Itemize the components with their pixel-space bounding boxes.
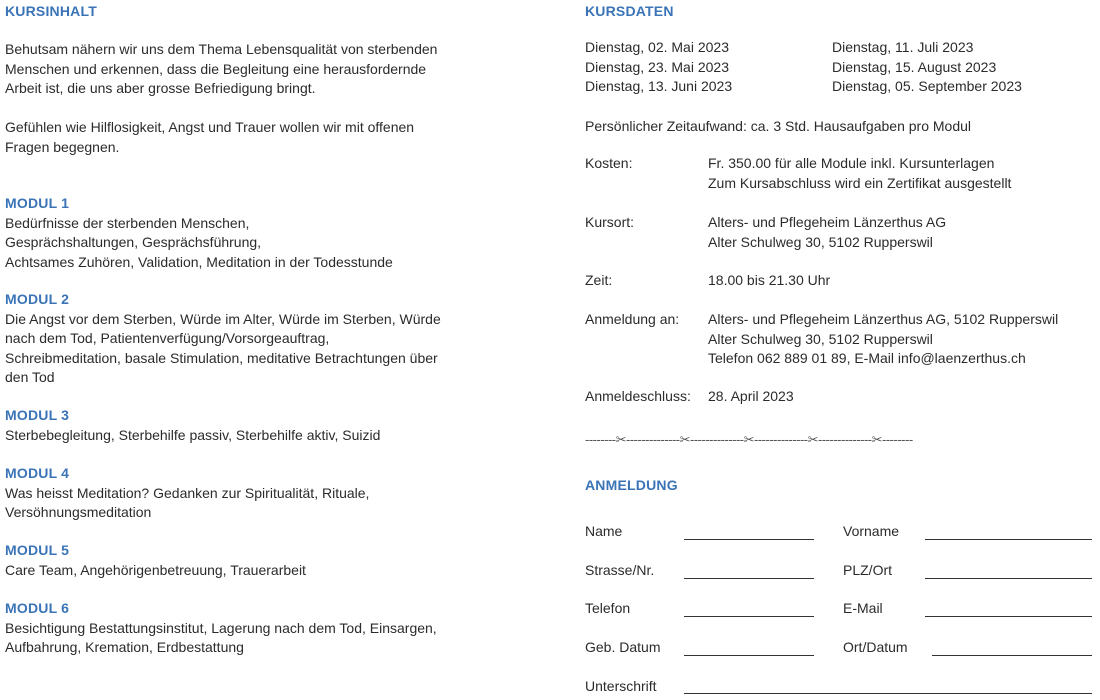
module-line: den Tod	[5, 369, 55, 385]
intro-paragraph	[5, 40, 437, 99]
module-title: MODUL 5	[5, 542, 70, 558]
zeit-value: 18.00 bis 21.30 Uhr	[708, 272, 831, 288]
feelings-paragraph	[5, 118, 414, 157]
anmeldung-heading: ANMELDUNG	[585, 477, 678, 493]
module-4	[5, 464, 369, 523]
course-date: Dienstag, 13. Juni 2023	[585, 78, 733, 94]
kursort-label: Kursort:	[585, 214, 635, 230]
email-label: E-Mail	[843, 600, 883, 616]
kursort-line: Alters- und Pflegeheim Länzerthus AG	[708, 214, 947, 230]
course-date: Dienstag, 11. Juli 2023	[832, 39, 974, 55]
module-line: Die Angst vor dem Sterben, Würde im Alter, Würde im Sterben, Würde	[5, 310, 441, 327]
anmeldeschluss-value: 28. April 2023	[708, 388, 794, 404]
unterschrift-label: Unterschrift	[585, 678, 657, 694]
module-line: nach dem Tod, Patientenverfügung/Vorsorgeauftrag,	[5, 330, 330, 346]
unterschrift-field[interactable]	[684, 693, 1092, 694]
course-date: Dienstag, 05. September 2023	[832, 78, 1022, 94]
module-line: Bedürfnisse der sterbenden Menschen,	[5, 214, 250, 231]
kursinhalt-heading: KURSINHALT	[5, 3, 97, 19]
strasse-field[interactable]	[684, 578, 814, 579]
kursdaten-heading: KURSDATEN	[585, 3, 674, 19]
cut-line: --------✂--------------✂--------------✂--------------✂--------------✂--------	[585, 432, 913, 447]
strasse-label: Strasse/Nr.	[585, 562, 655, 578]
intro-line: Arbeit ist, die uns aber grosse Befriedigung bringt.	[5, 80, 316, 96]
course-date: Dienstag, 02. Mai 2023	[585, 39, 729, 55]
feelings-line: Gefühlen wie Hilflosigkeit, Angst und Trauer wollen wir mit offenen	[5, 119, 415, 135]
module-2	[5, 290, 441, 388]
intro-line: Behutsam nähern wir uns dem Thema Lebensqualität von sterbenden	[5, 41, 438, 57]
kursort-line: Alter Schulweg 30, 5102 Rupperswil	[708, 233, 933, 250]
kosten-line: Zum Kursabschluss wird ein Zertifikat ausgestellt	[708, 174, 1012, 191]
module-title: MODUL 1	[5, 195, 70, 211]
module-5	[5, 541, 306, 580]
geb-datum-field[interactable]	[684, 655, 814, 656]
module-line: Schreibmeditation, basale Stimulation, meditative Betrachtungen über	[5, 349, 438, 366]
kosten-value	[708, 154, 1011, 193]
ort-datum-field[interactable]	[932, 655, 1092, 656]
anmeldung-an-label: Anmeldung an:	[585, 311, 680, 327]
anmeldung-an-line: Alters- und Pflegeheim Länzerthus AG, 5102 Rupperswil	[708, 311, 1059, 327]
module-3	[5, 406, 380, 445]
module-title: MODUL 3	[5, 407, 70, 423]
module-line: Versöhnungsmeditation	[5, 504, 152, 520]
module-line: Besichtigung Bestattungsinstitut, Lagerung nach dem Tod, Einsargen,	[5, 619, 437, 636]
kursort-value	[708, 213, 946, 252]
module-title: MODUL 4	[5, 465, 70, 481]
module-title: MODUL 6	[5, 600, 70, 616]
module-line: Achtsames Zuhören, Validation, Meditation in der Todesstunde	[5, 253, 393, 270]
course-date: Dienstag, 23. Mai 2023	[585, 58, 729, 75]
vorname-label: Vorname	[843, 523, 900, 539]
geb-datum-label: Geb. Datum	[585, 639, 661, 655]
plz-ort-field[interactable]	[925, 578, 1092, 579]
module-line: Sterbebegleitung, Sterbehilfe passiv, Sterbehilfe aktiv, Suizid	[5, 426, 381, 443]
kosten-line: Fr. 350.00 für alle Module inkl. Kursunterlagen	[708, 155, 995, 171]
module-title: MODUL 2	[5, 291, 70, 307]
zeitaufwand-text: Persönlicher Zeitaufwand: ca. 3 Std. Hausaufgaben pro Modul	[585, 118, 972, 134]
dates-column-2	[832, 38, 1022, 97]
module-line: Aufbahrung, Kremation, Erdbestattung	[5, 639, 244, 655]
vorname-field[interactable]	[925, 539, 1092, 540]
course-date: Dienstag, 15. August 2023	[832, 58, 997, 75]
kosten-label: Kosten:	[585, 155, 633, 171]
zeit-label: Zeit:	[585, 272, 613, 288]
anmeldeschluss-label: Anmeldeschluss:	[585, 388, 691, 404]
module-line: Gesprächshaltungen, Gesprächsführung,	[5, 234, 262, 250]
ort-datum-label: Ort/Datum	[843, 639, 908, 655]
module-line: Care Team, Angehörigenbetreuung, Trauerarbeit	[5, 561, 306, 578]
name-field[interactable]	[684, 539, 814, 540]
anmeldung-an-line: Alter Schulweg 30, 5102 Rupperswil	[708, 330, 933, 347]
email-field[interactable]	[925, 616, 1092, 617]
feelings-line: Fragen begegnen.	[5, 138, 120, 155]
name-label: Name	[585, 523, 623, 539]
dates-column-1	[585, 38, 732, 97]
telefon-field[interactable]	[684, 616, 814, 617]
module-1	[5, 194, 393, 272]
anmeldung-an-line: Telefon 062 889 01 89, E-Mail info@laenzerthus.ch	[708, 350, 1026, 366]
module-6	[5, 599, 437, 658]
intro-line: Menschen und erkennen, dass die Begleitung eine herausfordernde	[5, 60, 427, 77]
anmeldung-an-value	[708, 310, 1058, 369]
module-line: Was heisst Meditation? Gedanken zur Spiritualität, Rituale,	[5, 484, 370, 501]
plz-ort-label: PLZ/Ort	[843, 562, 893, 578]
telefon-label: Telefon	[585, 600, 631, 616]
